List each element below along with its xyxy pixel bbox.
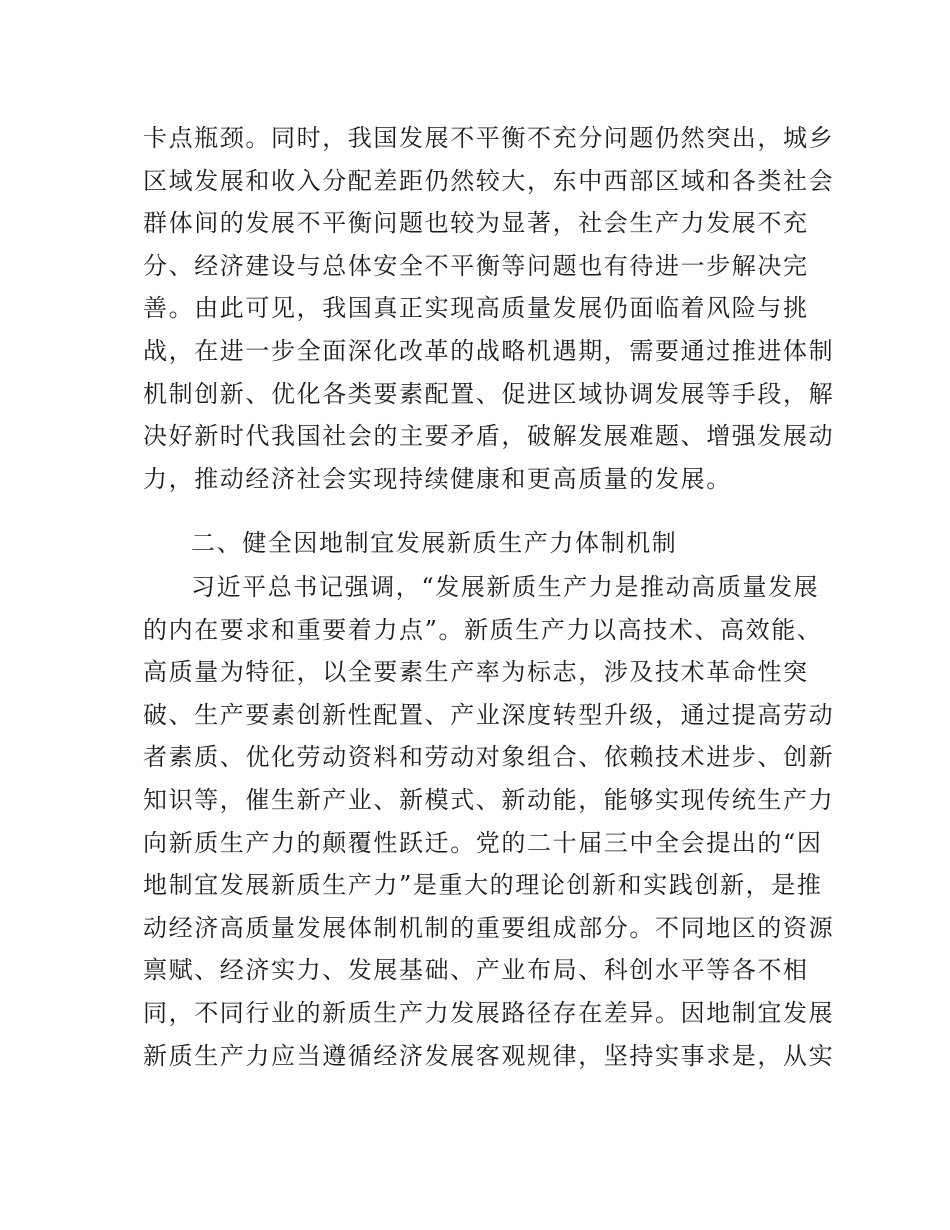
text-line: 善。由此可见，我国真正实现高质量发展仍面临着风险与挑 (143, 294, 809, 323)
text-line: 力，推动经济社会实现持续健康和更高质量的发展。 (143, 464, 732, 493)
text-line: 地制宜发展新质生产力”是重大的理论创新和实践创新，是推 (143, 871, 823, 900)
text-line: 禀赋、经济实力、发展基础、产业布局、科创水平等各不相 (143, 956, 809, 985)
paragraph-continuation (143, 117, 835, 500)
text-line: 知识等，催生新产业、新模式、新动能，能够实现传统生产力 (143, 785, 835, 814)
text-line: 动经济高质量发展体制机制的重要组成部分。不同地区的资源 (143, 913, 835, 942)
text-line: 分、经济建设与总体安全不平衡等问题也有待进一步解决完 (143, 251, 809, 280)
paragraph-body (143, 566, 835, 1077)
text-line: 区域发展和收入分配差距仍然较大，东中西部区域和各类社会 (143, 166, 835, 195)
text-line: 卡点瓶颈。同时，我国发展不平衡不充分问题仍然突出，城乡 (143, 124, 835, 152)
text-line: 破、生产要素创新性配置、产业深度转型升级，通过提高劳动 (143, 700, 835, 729)
text-line: 群体间的发展不平衡问题也较为显著，社会生产力发展不充 (143, 209, 809, 238)
text-line: 的内在要求和重要着力点”。新质生产力以高技术、高效能、 (143, 615, 823, 644)
text-line: 同，不同行业的新质生产力发展路径存在差异。因地制宜发展 (143, 998, 835, 1027)
text-line: 者素质、优化劳动资料和劳动对象组合、依赖技术进步、创新 (143, 743, 835, 772)
text-line: 习近平总书记强调，“发展新质生产力是推动高质量发展 (191, 573, 820, 601)
section-heading-block (143, 522, 811, 565)
text-line: 高质量为特征，以全要素生产率为标志，涉及技术革命性突 (143, 658, 809, 687)
text-line: 新质生产力应当遵循经济发展客观规律，坚持实事求是，从实 (143, 1041, 835, 1070)
text-line: 决好新时代我国社会的主要矛盾，破解发展难题、增强发展动 (143, 422, 835, 451)
text-line: 战，在进一步全面深化改革的战略机遇期，需要通过推进体制 (143, 336, 835, 365)
text-line: 机制创新、优化各类要素配置、促进区域协调发展等手段，解 (143, 379, 835, 408)
text-line: 向新质生产力的颠覆性跃迁。党的二十届三中全会提出的“因 (143, 828, 823, 857)
section-heading: 二、健全因地制宜发展新质生产力体制机制 (191, 529, 678, 557)
